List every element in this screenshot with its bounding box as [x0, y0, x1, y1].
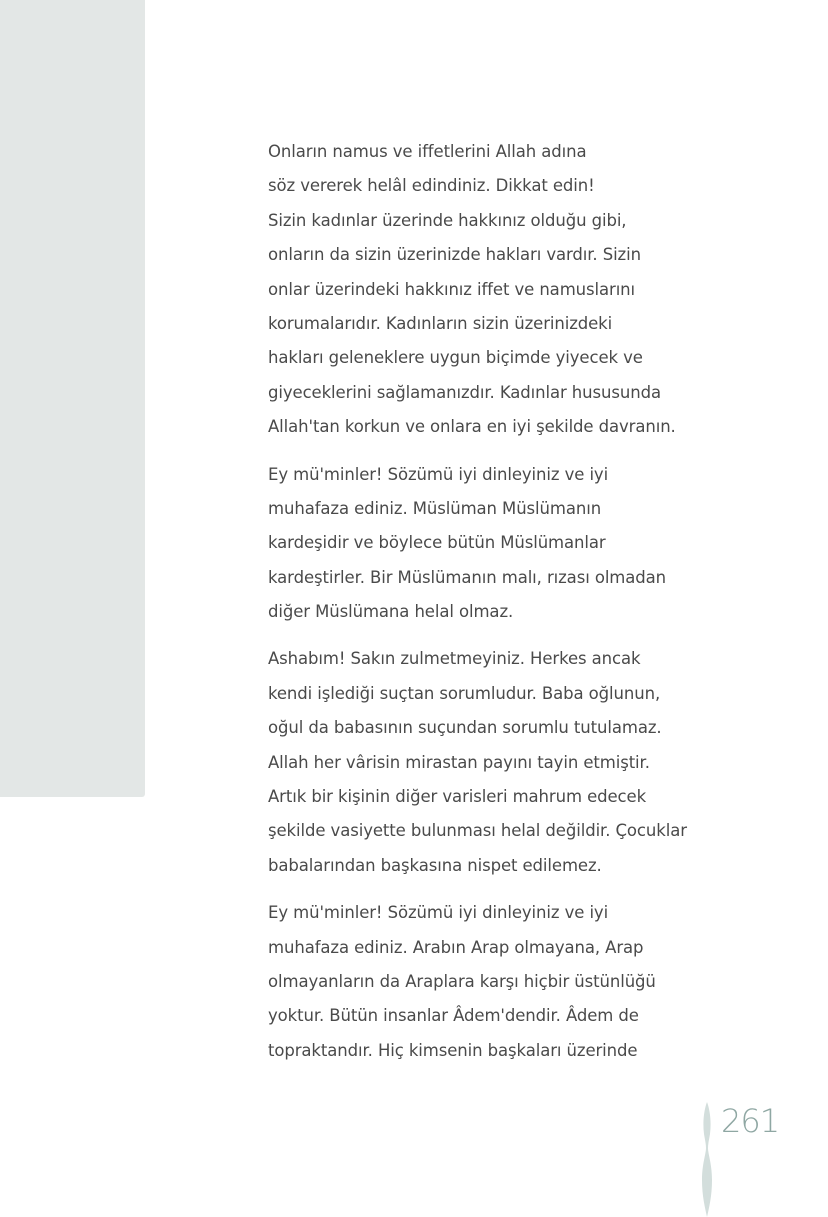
spindle-ornament-icon	[699, 1102, 715, 1217]
text-line: korumalarıdır. Kadınların sizin üzerinizdeki	[268, 313, 613, 333]
paragraph-4	[268, 899, 698, 1071]
text-line: Sizin kadınlar üzerinde hakkınız olduğu gibi,	[268, 210, 627, 230]
text-line: Allah'tan korkun ve onlara en iyi şekilde davranın.	[268, 417, 676, 437]
text-line: muhafaza ediniz. Arabın Arap olmayana, Arap	[268, 937, 644, 957]
text-line: kardeştirler. Bir Müslümanın malı, rızası olmadan	[268, 567, 667, 587]
paragraph-1	[268, 138, 698, 448]
text-line: Onların namus ve iffetlerini Allah adına	[268, 142, 587, 161]
paragraph-3	[268, 645, 698, 886]
text-line: olmayanların da Araplara karşı hiçbir üstünlüğü	[268, 971, 656, 991]
text-line: hakları geleneklere uygun biçimde yiyecek ve	[268, 348, 643, 368]
text-line: Artık bir kişinin diğer varisleri mahrum edecek	[268, 787, 647, 807]
text-line: Ashabım! Sakın zulmetmeyiniz. Herkes ancak	[268, 649, 641, 669]
text-line: onlar üzerindeki hakkınız iffet ve namuslarını	[268, 279, 636, 299]
body-text	[268, 138, 698, 1084]
page-number: 261	[721, 1102, 780, 1140]
text-line: kardeşidir ve böylece bütün Müslümanlar	[268, 533, 606, 553]
text-line: şekilde vasiyette bulunması helal değildir. Çocuklar	[268, 821, 687, 841]
text-line: Allah her vârisin mirastan payını tayin etmiştir.	[268, 752, 650, 772]
text-line: oğul da babasının suçundan sorumlu tutulamaz.	[268, 718, 662, 738]
text-line: babalarından başkasına nispet edilemez.	[268, 855, 602, 875]
text-line: söz vererek helâl edindiniz. Dikkat edin!	[268, 176, 595, 196]
text-line: Ey mü'minler! Sözümü iyi dinleyiniz ve iyi	[268, 903, 609, 923]
text-line: yoktur. Bütün insanlar Âdem'dendir. Âdem de	[268, 1006, 639, 1026]
text-line: muhafaza ediniz. Müslüman Müslümanın	[268, 498, 602, 518]
text-line: giyeceklerini sağlamanızdır. Kadınlar hususunda	[268, 382, 661, 402]
text-line: kendi işlediği suçtan sorumludur. Baba oğlunun,	[268, 683, 661, 703]
paragraph-2	[268, 461, 698, 633]
text-line: topraktandır. Hiç kimsenin başkaları üzerinde	[268, 1040, 638, 1060]
text-line: Ey mü'minler! Sözümü iyi dinleyiniz ve iyi	[268, 464, 609, 484]
text-line: diğer Müslümana helal olmaz.	[268, 602, 514, 622]
text-line: onların da sizin üzerinizde hakları vardır. Sizin	[268, 245, 641, 265]
side-decorative-panel	[0, 0, 145, 797]
